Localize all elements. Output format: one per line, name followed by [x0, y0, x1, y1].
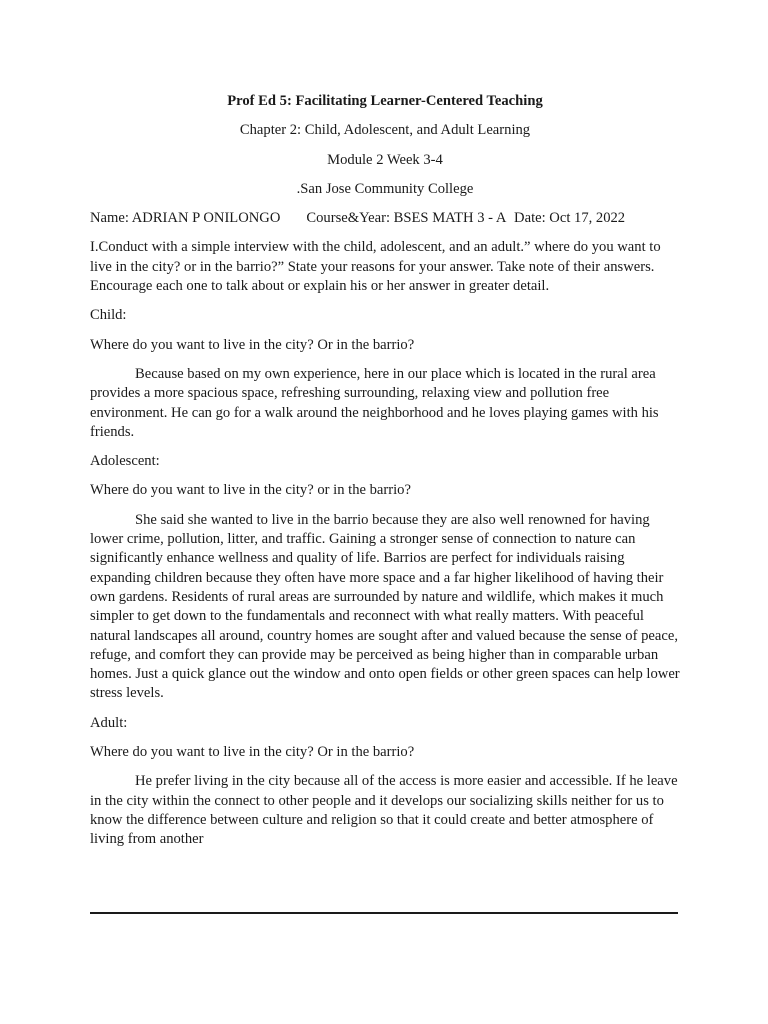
module-title: Module 2 Week 3-4 [327, 151, 443, 168]
footer-divider [90, 912, 678, 914]
student-info-line [90, 209, 680, 228]
chapter-title: Chapter 2: Child, Adolescent, and Adult Learning [239, 122, 531, 139]
section-question-adolescent: Where do you want to live in the city? or in the barrio? [90, 482, 411, 499]
section-question-adult: Where do you want to live in the city? Or in the barrio? [90, 744, 415, 761]
document-page [90, 92, 680, 860]
section-question-child: Where do you want to live in the city? Or in the barrio? [90, 336, 415, 353]
section-label-child: Child: [90, 307, 127, 324]
submission-date: Date: Oct 17, 2022 [514, 210, 626, 227]
section-answer-adult: He prefer living in the city because all of the access is more easier and accessible. If he leave in the city within the connect to other people and it develops our socializing skills neither for us to know the difference between culture and religion so that it could create and better atmosphere of living from another [90, 773, 678, 848]
course-year: Course&Year: BSES MATH 3 - A [306, 210, 507, 227]
student-name: Name: ADRIAN P ONILONGO [90, 210, 281, 227]
section-answer-child: Because based on my own experience, here in our place which is located in the rural area provides a more spacious space, refreshing surrounding, relaxing view and pollution free environment. He can go for a walk around the neighborhood and he loves playing games with his friends. [90, 365, 659, 440]
section-answer-adolescent: She said she wanted to live in the barrio because they are also well renowned for having lower crime, pollution, litter, and traffic. Gaining a stronger sense of connection to nature can significantly enhance wellness and quality of life. Barrios are perfect for individuals raising expanding children because they often have more space and a far higher likelihood of having their own gardens. Residents of rural areas are surrounded by nature and wildlife, which makes it much simpler to get down to the fundamentals and reconnect with what really matters. With peaceful natural landscapes all around, country homes are sought after and valued because the sense of peace, refuge, and comfort they can provide may be perceived as being higher than in comparable urban homes. Just a quick glance out the window and onto open fields or other green spaces can help lower stress levels. [90, 511, 680, 702]
course-title: Prof Ed 5: Facilitating Learner-Centered Teaching [227, 93, 543, 109]
instructions-paragraph: I.Conduct with a simple interview with the child, adolescent, and an adult.” where do you want to live in the city? or in the barrio?” State your reasons for your answer. Take note of their answers. Encourage each one to talk about or explain his or her answer in greater detail. [90, 239, 661, 295]
section-label-adolescent: Adolescent: [90, 453, 160, 470]
school-name: .San Jose Community College [296, 180, 474, 197]
section-label-adult: Adult: [90, 714, 128, 731]
